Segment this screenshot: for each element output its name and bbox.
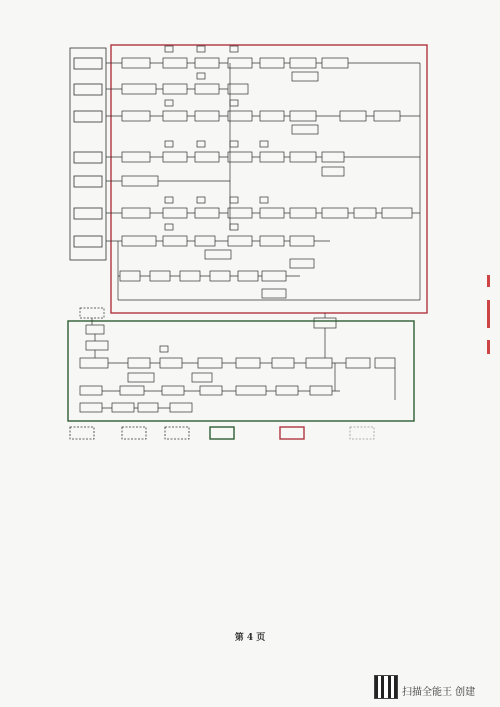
- legend: [70, 427, 374, 439]
- green-frame-flow: [80, 318, 395, 412]
- margin-mark: [487, 300, 490, 328]
- legend-swatch-3: [210, 427, 234, 439]
- legend-swatch-5: [350, 427, 374, 439]
- red-frame-flow-rows: [106, 46, 420, 300]
- dashed-source-box: [80, 308, 104, 318]
- margin-mark: [487, 275, 490, 287]
- legend-swatch-4: [280, 427, 304, 439]
- legend-swatch-0: [70, 427, 94, 439]
- page-number: 第 4 页: [234, 633, 266, 643]
- legend-swatch-1: [122, 427, 146, 439]
- scanner-watermark: 扫描全能王 创建: [402, 687, 476, 698]
- margin-mark: [487, 340, 490, 354]
- upper-right-box: [314, 318, 336, 328]
- qr-code-icon: [375, 676, 397, 698]
- left-source-column: [70, 48, 106, 260]
- legend-swatch-2: [165, 427, 189, 439]
